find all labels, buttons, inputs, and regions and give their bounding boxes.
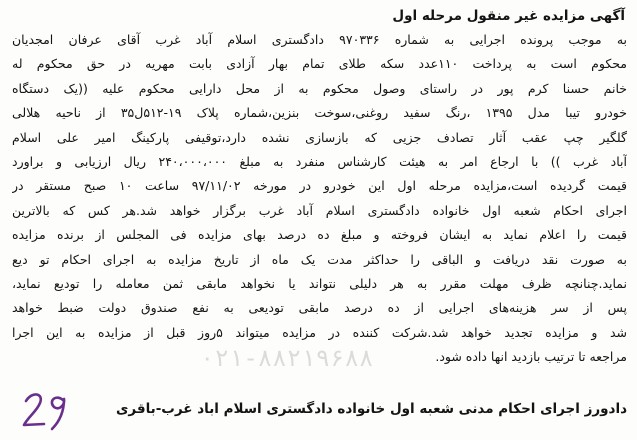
notice-body-line: خانم حسنا کرم پور در راستای وصول محکوم به از محل دارایی محکوم علیه ((یک دستگاه <box>12 80 627 96</box>
notice-body <box>12 28 627 369</box>
handwritten-number-mark <box>18 387 74 433</box>
notice-footer <box>12 393 627 437</box>
notice-body-line: خودرو تیبا مدل ۱۳۹۵ ،رنگ سفید روغنی،سوخت بنزین،شماره پلاک ۱۹-۵۱۲ل۳۵ از ناحیه هلالی <box>12 105 627 121</box>
notice-body-line: به موجب پرونده اجرایی به شماره ۹۷۰۳۳۶ دادگستری اسلام آباد غرب آقای عرفان امجدیان <box>12 32 627 47</box>
notice-body-line: گلگیر چپ عقب آثار تصادف جزیی که بازسازی نشده دارد،توقیفی پارکینگ امیر علی اسلام <box>12 129 627 145</box>
notice-body-line: پس از سر هزینه‌های اجرایی از ده درصد مابقی تودیعی به نفع صندوق دولت ضبط خواهد <box>12 300 627 316</box>
notice-title: آگهی مزایده غیر منقول مرحله اول <box>392 8 625 24</box>
notice-body-line: قیمت گردیده است،مزایده مرحله اول این خودرو در مورخه ۹۷/۱۱/۰۲ ساعت ۱۰ صبح مستقر در <box>12 178 627 194</box>
notice-body-line: محکوم است به پرداخت ۱۱۰عدد سکه طلای تمام بهار آزادی بابت مهریه در حق محکوم له <box>12 56 627 72</box>
phone-watermark: ۰۲۱-۸۸۲۱۹۶۸۸ <box>200 344 374 372</box>
notice-body-line: مراجعه تا ترتیب بازدید انها داده شود. <box>435 349 627 365</box>
notice-body-line: قیمت را اعلام نماید به ایشان فروخته و مبلغ ده درصد بهای مزایده فی المجلس از برنده مزایده <box>12 227 627 243</box>
notice-body-line: به صورت نقد دریافت و الباقی را حداکثر مدت یک ماه از تاریخ مزایده به اجرای احکام تو دیع <box>12 251 627 267</box>
notice-body-line: شد و مزایده تجدید خواهد شد.شرکت کننده در مزایده میتواند ۵روز قبل از مزایده به این اجرا <box>12 324 627 340</box>
notice-body-line: آباد غرب )) با ارجاع امر به هیئت کارشناس منفرد به مبلغ ۲۴۰،۰۰۰،۰۰۰ ریال ارزیابی و براورد <box>12 153 627 169</box>
signature-line: دادورز اجرای احکام مدنی شعبه اول خانواده دادگستری اسلام اباد غرب-باقری <box>115 401 627 417</box>
notice-body-line: اجرای احکام شعبه اول خانواده دادگستری اسلام آباد غرب برگزار خواهد شد.هر کس که بالاترین <box>12 202 627 218</box>
notice-body-line: نماید.چنانچه ظرف مهلت مقرر به هر دلیلی نتواند یا نخواهد مابقی ثمن معامله را تودیع نماید، <box>12 275 627 291</box>
